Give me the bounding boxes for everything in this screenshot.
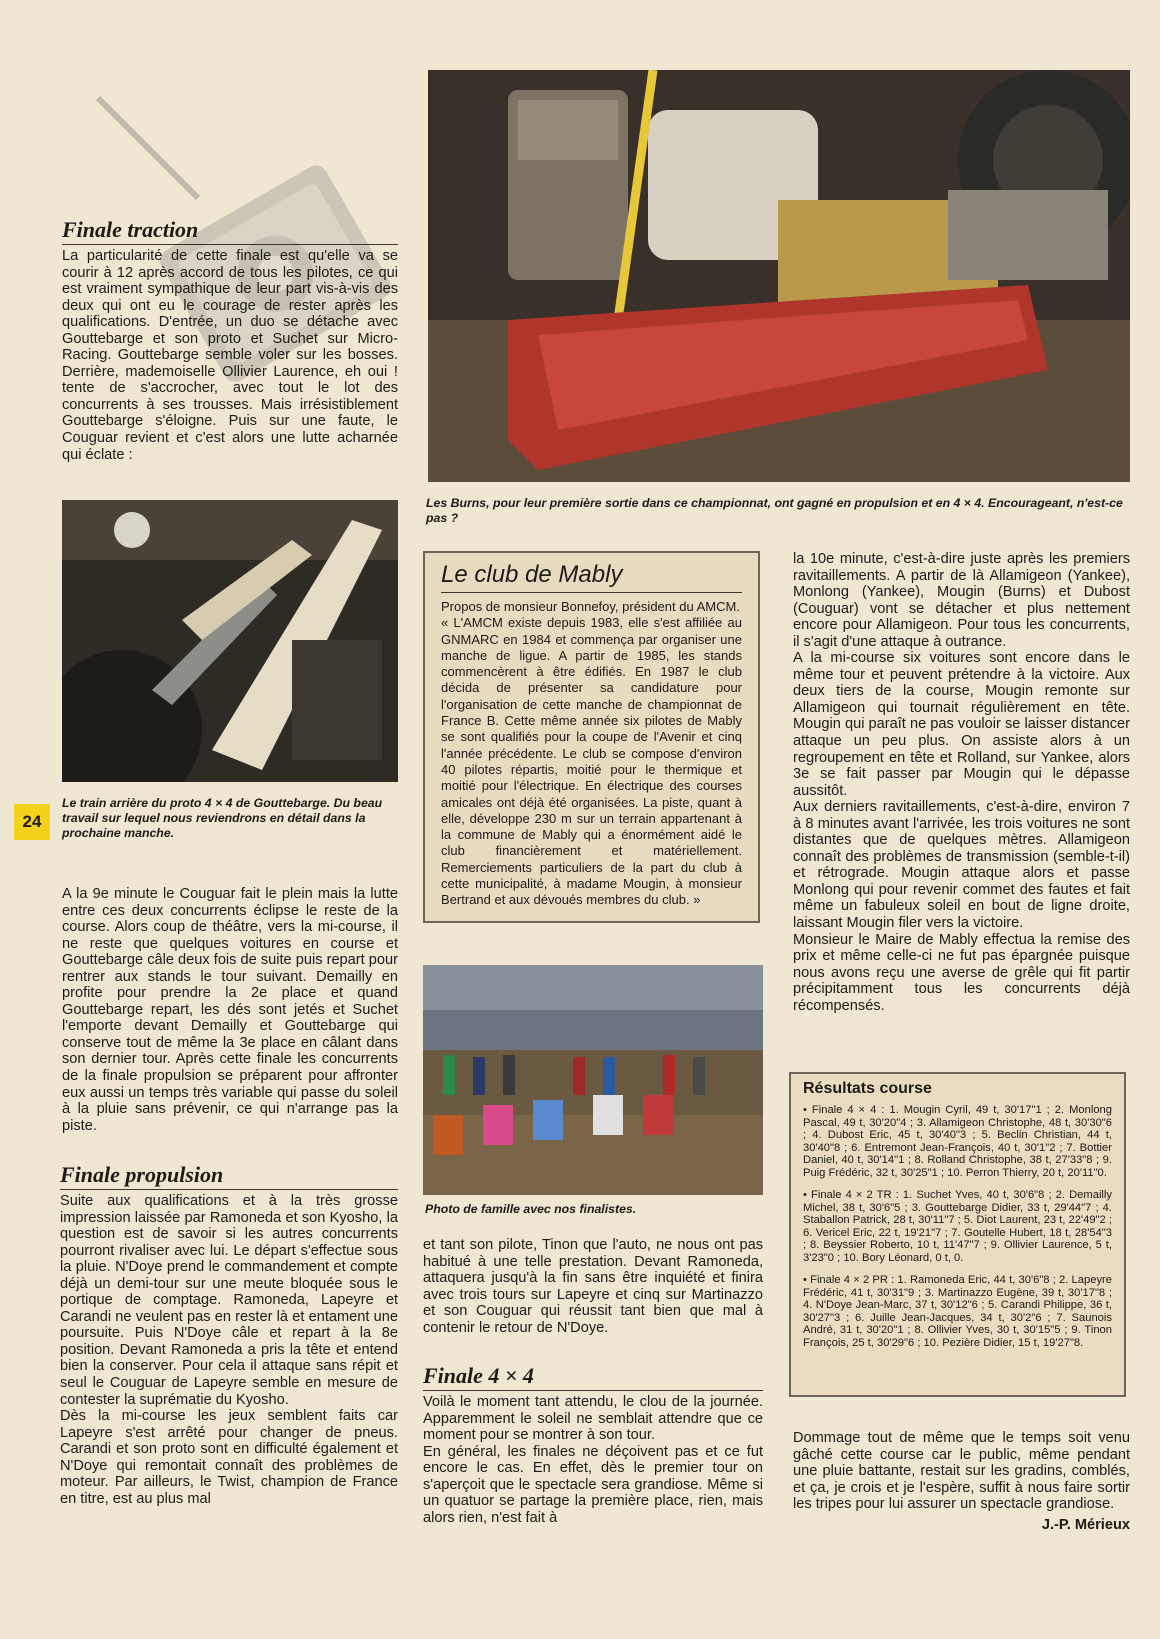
results-finale-4x2-tr: • Finale 4 × 2 TR : 1. Suchet Yves, 40 t, 30'6"8 ; 2. Demailly Michel, 38 t, 30'6"5 ; 3. Gouttebarge Didier, 33 t, 29'44"7 ; 4. Staballon Patrick, 28 t, 30'11"7 ; 5. Diot Laurent, 23 t, 22'49"2 ; 6. Vericel Eric, 22 t, 19'21"7 ; 7. Goutelle Hubert, 18 t, 28'54"3 ; 8. Beyssier Roberto, 10 t, 11'47"7 ; 9. Ollivier Laurence, 5 t, 3'23"0 ; 10. Bory Léonard, 0 t, 0. [803, 1189, 1112, 1264]
paragraph-propulsion-2: Dès la mi-course les jeux semblent faits car Lapeyre s'est arrêté pour changer de pneus. Carandi et son proto sont en difficulté également et N'Doye qui remontait connaît des problèmes de moteur. Par ailleurs, le Twist, champion de France en titre, est au plus mal [60, 1408, 398, 1507]
column1-continued [62, 886, 398, 1134]
caption-finalists: Photo de famille avec nos finalistes. [425, 1202, 637, 1216]
paragraph-propulsion-1: Suite aux qualifications et à la très grosse impression laissée par Ramoneda et son Kyosho, la question est de savoir si les autres concurrents pourront rivaliser avec lui. Le départ s'effectue sous la pluie. N'Doye prend le commandement et compte déjà un demi-tour sur une meute bloquée sous le portique de comptage. Ramoneda, Lapeyre et Carandi ne veulent pas en rester là et entament une poursuite. Puis N'Doye câle et repart à la 8e position. Devant Ramoneda a pris la tête et entend bien la conserver. Pour cela il attaque sans répit et seul le Couguar de Lapeyre semble en mesure de contester la suprématie du Kyosho. [60, 1193, 398, 1408]
heading-finale-traction: Finale traction [62, 218, 398, 245]
results-finale-4x2-pr: • Finale 4 × 2 PR : 1. Ramoneda Eric, 44 t, 30'6"8 ; 2. Lapeyre Frédéric, 41 t, 30'31"9 ; 3. Martinazzo Eugène, 39 t, 30'17"8 ; 4. N'Doye Jean-Marc, 37 t, 30'12"6 ; 5. Carandi Philippe, 36 t, 30'27"3 ; 6. Juille Jean-Jacques, 34 t, 30'2"6 ; 7. Saunois André, 31 t, 30'20"1 ; 8. Ollivier Yves, 30 t, 30'15"5 ; 9. Tinon François, 25 t, 30'29"6 ; 10. Pezière Didier, 15 t, 19'27"8. [803, 1274, 1112, 1349]
paragraph-col3-2: A la mi-course six voitures sont encore dans le même tour et peuvent prétendre à la victoire. Aux deux tiers de la course, Mougin remonte sur Allamigeon qui tournait régulièrement en tête. Mougin qui paraît ne pas vouloir se laisser distancer attaque un peu plus. On assiste alors à un regroupement en tête et Rolland, sur Yankee, alors 3e se fait passer par Mougin qui le dépasse aussitôt. [793, 650, 1130, 799]
paragraph-col3-1: la 10e minute, c'est-à-dire juste après les premiers ravitaillements. A partir de là Allamigeon (Yankee), Monlong (Yankee), Mougin (Burns) et Dubost (Couguar) vont se détacher et plus nettement encore pour Allamigeon. Pour tous les concurrents, il s'agit d'une attaque à outrance. [793, 551, 1130, 650]
paragraph-finale-traction: La particularité de cette finale est qu'elle va se courir à 12 après accord de tous les pilotes, ce qui est vraiment sympathique de leur part vis-à-vis des deux qui ont eu le courage de rester après les qualifications. D'entrée, un duo se détache avec Gouttebarge et son proto et Suchet sur Micro-Racing. Gouttebarge semble voler sur les bosses. Derrière, mademoiselle Ollivier Laurence, eh oui ! tente de s'accrocher, avec tout le lot des concurrents à ses trousses. Mais irrésistiblement Gouttebarge s'éloigne. Puis sur une faute, le Couguar revient et c'est alors une lutte acharnée qui éclate : [62, 248, 398, 463]
caption-rear-axle: Le train arrière du proto 4 × 4 de Gouttebarge. Du beau travail sur lequel nous reviendrons en détail dans la prochaine manche. [62, 796, 383, 840]
sidebar-club-mably [423, 551, 760, 923]
author-signature: J.-P. Mérieux [1041, 1516, 1130, 1533]
column2-continued [423, 1237, 763, 1336]
photo-rear-axle [62, 500, 398, 782]
paragraph-col3-4: Monsieur le Maire de Mably effectua la remise des prix et même celle-ci ne fut pas épargnée puisque nous avons reçu une averse de grêle qui fit partir précipitamment tous les concurrents déjà récompensés. [793, 931, 1130, 1014]
club-intro: Propos de monsieur Bonnefoy, président du AMCM. [441, 599, 740, 614]
caption-burns-car: Les Burns, pour leur première sortie dans ce championnat, ont gagné en propulsion et en 4 × 4. Encourageant, n'est-ce pas ? [426, 496, 1123, 525]
club-quote: « L'AMCM existe depuis 1983, elle s'est affiliée au GNMARC en 1984 et commença par organiser une manche de ligue. A partir de 1985, les stands commencèrent à être édifiés. En 1987 le club décida de présenter sa candidature pour l'organisation de cette manche de championnat de France B. Cette même année six pilotes de Mably se sont qualifiés pour la coupe de l'Avenir et cinq l'année précédente. Le club se compose d'environ 40 pilotes répartis, moitié pour le thermique et moitié pour l'électrique. En électrique des courses amicales ont déjà été organisées. La piste, quant à elle, développe 230 m sur un terrain appartenant à la commune de Mably qui a énormément aidé le club financièrement et matériellement. Remerciements particuliers de la part du club à cette municipalité, à madame Mougin, à monsieur Bertrand et aux dévoués membres du club. » [441, 615, 742, 908]
results-finale-4x4: • Finale 4 × 4 : 1. Mougin Cyril, 49 t, 30'17"1 ; 2. Monlong Pascal, 49 t, 30'20"4 ; 3. Allamigeon Christophe, 48 t, 30'30"6 ; 4. Dubost Eric, 45 t, 30'40"3 ; 5. Beclin Christian, 44 t, 30'40"8 ; 6. Entremont Jean-François, 40 t, 30'1"2 ; 7. Bottier Daniel, 40 t, 30'14"1 ; 8. Rolland Christophe, 38 t, 27'33"8 ; 9. Puig Frédéric, 32 t, 30'25"1 ; 10. Perron Thierry, 20 t, 20'11"0. [803, 1104, 1112, 1179]
club-title: Le club de Mably [441, 561, 742, 593]
closing-section [793, 1430, 1130, 1533]
photo-burns-car [428, 70, 1130, 482]
page-number: 24 [14, 804, 50, 840]
section-finale-4x4 [423, 1364, 763, 1526]
section-finale-propulsion [60, 1163, 398, 1507]
paragraph-col3-3: Aux derniers ravitaillements, c'est-à-dire, environ 7 à 8 minutes avant l'arrivée, les trois voitures ne sont distantes que de quelques mètres. Allamigeon connaît des problèmes de transmission (semble-t-il) et rétrograde. Mougin attaque alors et passe Monlong qui pour revenir commet des fautes et fait même un fabuleux soleil en bout de ligne droite, laissant Mougin filer vers la victoire. [793, 799, 1130, 932]
photo-finalists-group [423, 965, 763, 1195]
column3 [793, 551, 1130, 1014]
heading-finale-propulsion: Finale propulsion [60, 1163, 398, 1190]
paragraph-col2-continued: et tant son pilote, Tinon que l'auto, ne nous ont pas habitué à une telle prestation. Devant Ramoneda, attaquera jusqu'à la fin sans être inquiété et finira avec trois tours sur Lapeyre et cinq sur Martinazzo et son Couguar qui réussit tant bien que mal à contenir le retour de N'Doye. [423, 1237, 763, 1336]
section-finale-traction [62, 218, 398, 463]
results-title: Résultats course [803, 1080, 932, 1097]
paragraph-col1-continued: A la 9e minute le Couguar fait le plein mais la lutte entre ces deux concurrents éclipse le reste de la course. Alors coup de théâtre, vers la mi-course, il ne reste que quelques voitures en course et Gouttebarge câle deux fois de suite puis repart pour rentrer aux stands le tour suivant. Demailly en profite pour prendre la 2e place et quand Gouttebarge repart, les dés sont jetés et Suchet l'emporte devant Demailly et Gouttebarge qui conserve tout de même la 3e place en câlant dans son dernier tour. Après cette finale les concurrents de la finale propulsion se préparent pour affronter eux aussi un temps très variable qui passe du soleil à la pluie sans prévenir, ce qui n'arrange pas la piste. [62, 886, 398, 1134]
heading-finale-4x4: Finale 4 × 4 [423, 1364, 763, 1391]
results-box [789, 1072, 1126, 1397]
paragraph-closing: Dommage tout de même que le temps soit venu gâché cette course car le public, même pendant une pluie battante, restait sur les gradins, comblés, et ça, je crois et je l'espère, suffit à nous faire sortir les tripes pour lui assurer un spectacle grandiose. [793, 1430, 1130, 1513]
paragraph-4x4-1: Voilà le moment tant attendu, le clou de la journée. Apparemment le soleil ne semblait attendre que ce moment pour se montrer à son tour. [423, 1394, 763, 1444]
paragraph-4x4-2: En général, les finales ne déçoivent pas et ce fut encore le cas. En effet, dès le premier tour on s'aperçoit que le spectacle sera grandiose. Même si un quatuor se partage la première place, rien, mais alors rien, n'est fait à [423, 1443, 763, 1526]
